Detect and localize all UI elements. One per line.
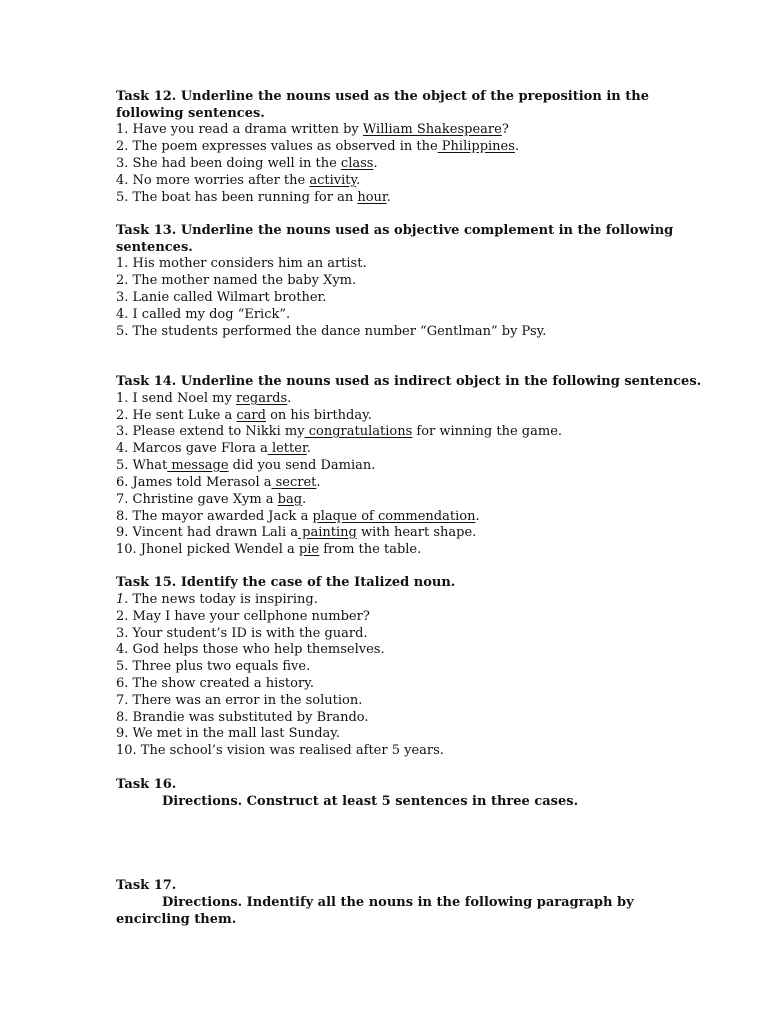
task13-heading-line1: Task 13. Underline the nouns used as objective complement in the following (116, 223, 674, 238)
task13-item-2: 2. The mother named the baby Xym. (116, 273, 357, 288)
task14-item-3: 3. Please extend to Nikki my congratulations for winning the game. (116, 424, 563, 439)
task15-item-9: 9. We met in the mall last Sunday. (116, 726, 341, 741)
task13-item-4: 4. I called my dog “Erick”. (116, 307, 291, 322)
task15-item-7: 7. There was an error in the solution. (116, 693, 363, 708)
task12-heading-line1: Task 12. Underline the nouns used as the object of the preposition in the (116, 89, 649, 104)
task13-item-1: 1. His mother considers him an artist. (116, 256, 367, 271)
task15-item-5: 5. Three plus two equals five. (116, 659, 311, 674)
task14-item-10: 10. Jhonel picked Wendel a pie from the table. (116, 542, 422, 557)
task12-item-3: 3. She had been doing well in the class. (116, 156, 378, 171)
task12-item-5: 5. The boat has been running for an hour. (116, 190, 391, 205)
task15-item-6: 6. The show created a history. (116, 676, 314, 691)
task16-title: Task 16. (116, 777, 177, 792)
task14-item-1: 1. I send Noel my regards. (116, 391, 292, 406)
task14-item-2: 2. He sent Luke a card on his birthday. (116, 408, 372, 423)
task15-item-4: 4. God helps those who help themselves. (116, 642, 385, 657)
task15-item-10: 10. The school’s vision was realised after 5 years. (116, 743, 444, 758)
task15-item-2: 2. May I have your cellphone number? (116, 609, 370, 624)
task15-item-8: 8. Brandie was substituted by Brando. (116, 710, 369, 725)
task13-item-5: 5. The students performed the dance number “Gentlman” by Psy. (116, 324, 547, 339)
task14-item-6: 6. James told Merasol a secret. (116, 475, 321, 490)
task12-item-1: 1. Have you read a drama written by William Shakespeare? (116, 122, 509, 137)
task17-title: Task 17. (116, 878, 177, 893)
task14-item-8: 8. The mayor awarded Jack a plaque of commendation. (116, 509, 480, 524)
task16-directions: Directions. Construct at least 5 sentences in three cases. (162, 794, 579, 809)
task12-heading-line2: following sentences. (116, 106, 265, 121)
task12-item-2: 2. The poem expresses values as observed in the Philippines. (116, 139, 520, 154)
task17-directions-line2: encircling them. (116, 912, 237, 927)
task14-item-9: 9. Vincent had drawn Lali a painting with heart shape. (116, 525, 477, 540)
task14-heading: Task 14. Underline the nouns used as indirect object in the following sentences. (116, 374, 702, 389)
task13-heading-line2: sentences. (116, 240, 193, 255)
task17-directions-line1: Directions. Indentify all the nouns in the following paragraph by (162, 895, 634, 910)
task12-item-4: 4. No more worries after the activity. (116, 173, 361, 188)
task13-item-3: 3. Lanie called Wilmart brother. (116, 290, 327, 305)
task15-heading: Task 15. Identify the case of the Italized noun. (116, 575, 456, 590)
task14-item-4: 4. Marcos gave Flora a letter. (116, 441, 311, 456)
task15-item-3: 3. Your student’s ID is with the guard. (116, 626, 368, 641)
task15-item-1: 1. The news today is inspiring. (116, 592, 318, 607)
task14-item-7: 7. Christine gave Xym a bag. (116, 492, 307, 507)
task14-item-5: 5. What message did you send Damian. (116, 458, 376, 473)
